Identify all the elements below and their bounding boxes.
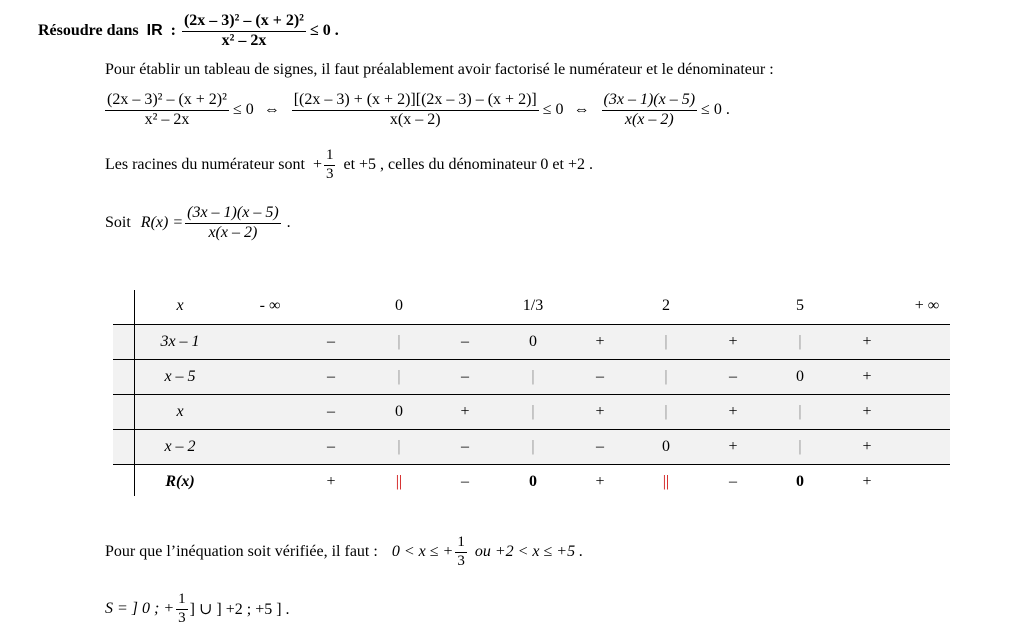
sign-cell: –	[327, 438, 335, 455]
soit-fraction	[185, 205, 281, 242]
fraction-factored	[292, 92, 539, 129]
sign-cell: |	[531, 403, 535, 420]
sign-cell: |	[397, 368, 401, 385]
condition-text: Pour que l’inéquation soit vérifiée, il faut :	[105, 543, 378, 561]
roots-text-1: Les racines du numérateur sont	[105, 156, 305, 174]
sign-cell: +	[460, 403, 470, 420]
iff-symbol-2: ⇔	[573, 101, 590, 119]
sign-cell: +	[862, 473, 872, 490]
problem-statement	[38, 13, 339, 50]
sign-cell: +	[862, 403, 872, 420]
header-minus-infinity: - ∞	[259, 297, 281, 314]
fraction-simplified-num: (3x – 1)(x – 5)	[602, 92, 698, 111]
sign-cell: –	[461, 473, 469, 490]
sign-cell: |	[397, 333, 401, 350]
condition-fraction	[455, 535, 467, 570]
sign-cell: –	[327, 403, 335, 420]
intro-text: Pour établir un tableau de signes, il faut préalablement avoir factorisé le numérateur et le dénominateur :	[105, 61, 774, 78]
row-label: R(x)	[165, 473, 195, 490]
row-label: 3x – 1	[160, 333, 200, 350]
iff-symbol-1: ⇔	[263, 101, 280, 119]
header-five: 5	[796, 297, 804, 314]
soit-fraction-num: (3x – 1)(x – 5)	[185, 205, 281, 224]
condition-fraction-num: 1	[455, 535, 467, 553]
sign-cell: +	[862, 368, 872, 385]
sign-cell: |	[798, 333, 802, 350]
roots-fraction	[324, 148, 336, 183]
row-label: x – 2	[164, 438, 196, 455]
sign-cell: +	[326, 473, 336, 490]
condition-part-1: 0 < x ≤ +	[391, 543, 454, 561]
row-r-of-x	[113, 464, 950, 499]
sign-cell: +	[728, 403, 738, 420]
row-label: x – 5	[164, 368, 196, 385]
sign-cell: ||	[395, 473, 403, 490]
sign-cell: –	[729, 473, 737, 490]
sign-cell: +	[728, 438, 738, 455]
fraction-original-num: (2x – 3)² – (x + 2)²	[105, 92, 229, 111]
sign-cell: |	[531, 368, 535, 385]
sign-cell: |	[664, 333, 668, 350]
problem-numerator: (2x – 3)² – (x + 2)²	[182, 13, 306, 32]
sign-cell: +	[862, 333, 872, 350]
header-one-third: 1/3	[522, 297, 544, 314]
row-3x-minus-1	[113, 324, 950, 359]
problem-denominator: x² – 2x	[221, 31, 267, 49]
sign-cell: –	[596, 368, 604, 385]
condition-sentence	[105, 535, 583, 570]
solution-set	[105, 592, 290, 627]
sign-cell: |	[798, 403, 802, 420]
row-x-minus-5	[113, 359, 950, 394]
sign-cell: –	[461, 368, 469, 385]
problem-prefix: Résoudre dans	[38, 22, 139, 40]
sign-cell: 0	[529, 473, 537, 490]
sign-cell: –	[461, 333, 469, 350]
real-numbers-set: IR	[146, 22, 163, 40]
condition-fraction-den: 3	[457, 552, 465, 569]
sign-table	[113, 288, 950, 499]
roots-sentence	[105, 148, 593, 183]
soit-lhs: R(x) =	[140, 214, 184, 232]
sign-cell: +	[595, 333, 605, 350]
sign-cell: 0	[796, 368, 804, 385]
header-two: 2	[662, 297, 670, 314]
row-x	[113, 394, 950, 429]
sign-cell: –	[461, 438, 469, 455]
sign-cell: +	[728, 333, 738, 350]
header-plus-infinity: + ∞	[914, 297, 940, 314]
fraction-factored-den: x(x – 2)	[389, 110, 441, 128]
sign-cell: +	[595, 403, 605, 420]
problem-colon: :	[170, 22, 176, 40]
sign-cell: |	[798, 438, 802, 455]
sign-cell: –	[327, 368, 335, 385]
soit-fraction-den: x(x – 2)	[208, 223, 258, 241]
sign-cell: |	[664, 403, 668, 420]
roots-fraction-num: 1	[324, 148, 336, 166]
sign-cell: –	[596, 438, 604, 455]
table-vertical-divider	[134, 290, 135, 496]
le-sign-2: ≤ 0	[542, 101, 564, 119]
row-x-minus-2	[113, 429, 950, 464]
solution-part-2: ] ∪ ] +2 ; +5 ] .	[189, 601, 290, 619]
soit-end: .	[286, 214, 291, 232]
roots-fraction-den: 3	[325, 165, 334, 182]
problem-suffix: ≤ 0 .	[309, 22, 339, 40]
solution-fraction-num: 1	[176, 592, 188, 610]
header-zero: 0	[395, 297, 403, 314]
sign-cell: |	[531, 438, 535, 455]
sign-cell: 0	[796, 473, 804, 490]
solution-fraction	[176, 592, 188, 627]
sign-cell: 0	[662, 438, 670, 455]
sign-cell: 0	[395, 403, 403, 420]
sign-cell: +	[595, 473, 605, 490]
sign-cell: ||	[662, 473, 670, 490]
table-header-row	[113, 288, 950, 324]
problem-fraction	[182, 13, 306, 50]
roots-plus: +	[312, 156, 322, 174]
sign-cell: +	[862, 438, 872, 455]
soit-definition	[105, 205, 291, 242]
sign-cell: |	[664, 368, 668, 385]
condition-part-2: ou +2 < x ≤ +5 .	[474, 543, 584, 561]
soit-text: Soit	[105, 214, 131, 232]
le-sign-3: ≤ 0 .	[701, 101, 730, 119]
solution-part-1: S = ] 0 ; +	[105, 600, 175, 618]
sign-cell: 0	[529, 333, 537, 350]
fraction-original-den: x² – 2x	[144, 110, 190, 128]
fraction-original	[105, 92, 229, 129]
sign-cell: –	[729, 368, 737, 385]
fraction-factored-num: [(2x – 3) + (x + 2)][(2x – 3) – (x + 2)]	[292, 92, 539, 111]
sign-cell: –	[327, 333, 335, 350]
roots-text-2: et +5 , celles du dénominateur 0 et +2 .	[343, 156, 593, 174]
solution-fraction-den: 3	[178, 609, 186, 626]
row-label: x	[176, 403, 184, 420]
header-x: x	[176, 297, 184, 314]
fraction-simplified	[602, 92, 698, 129]
fraction-simplified-den: x(x – 2)	[624, 110, 674, 128]
le-sign-1: ≤ 0	[232, 101, 254, 119]
sign-cell: |	[397, 438, 401, 455]
equivalence-chain	[103, 92, 730, 129]
